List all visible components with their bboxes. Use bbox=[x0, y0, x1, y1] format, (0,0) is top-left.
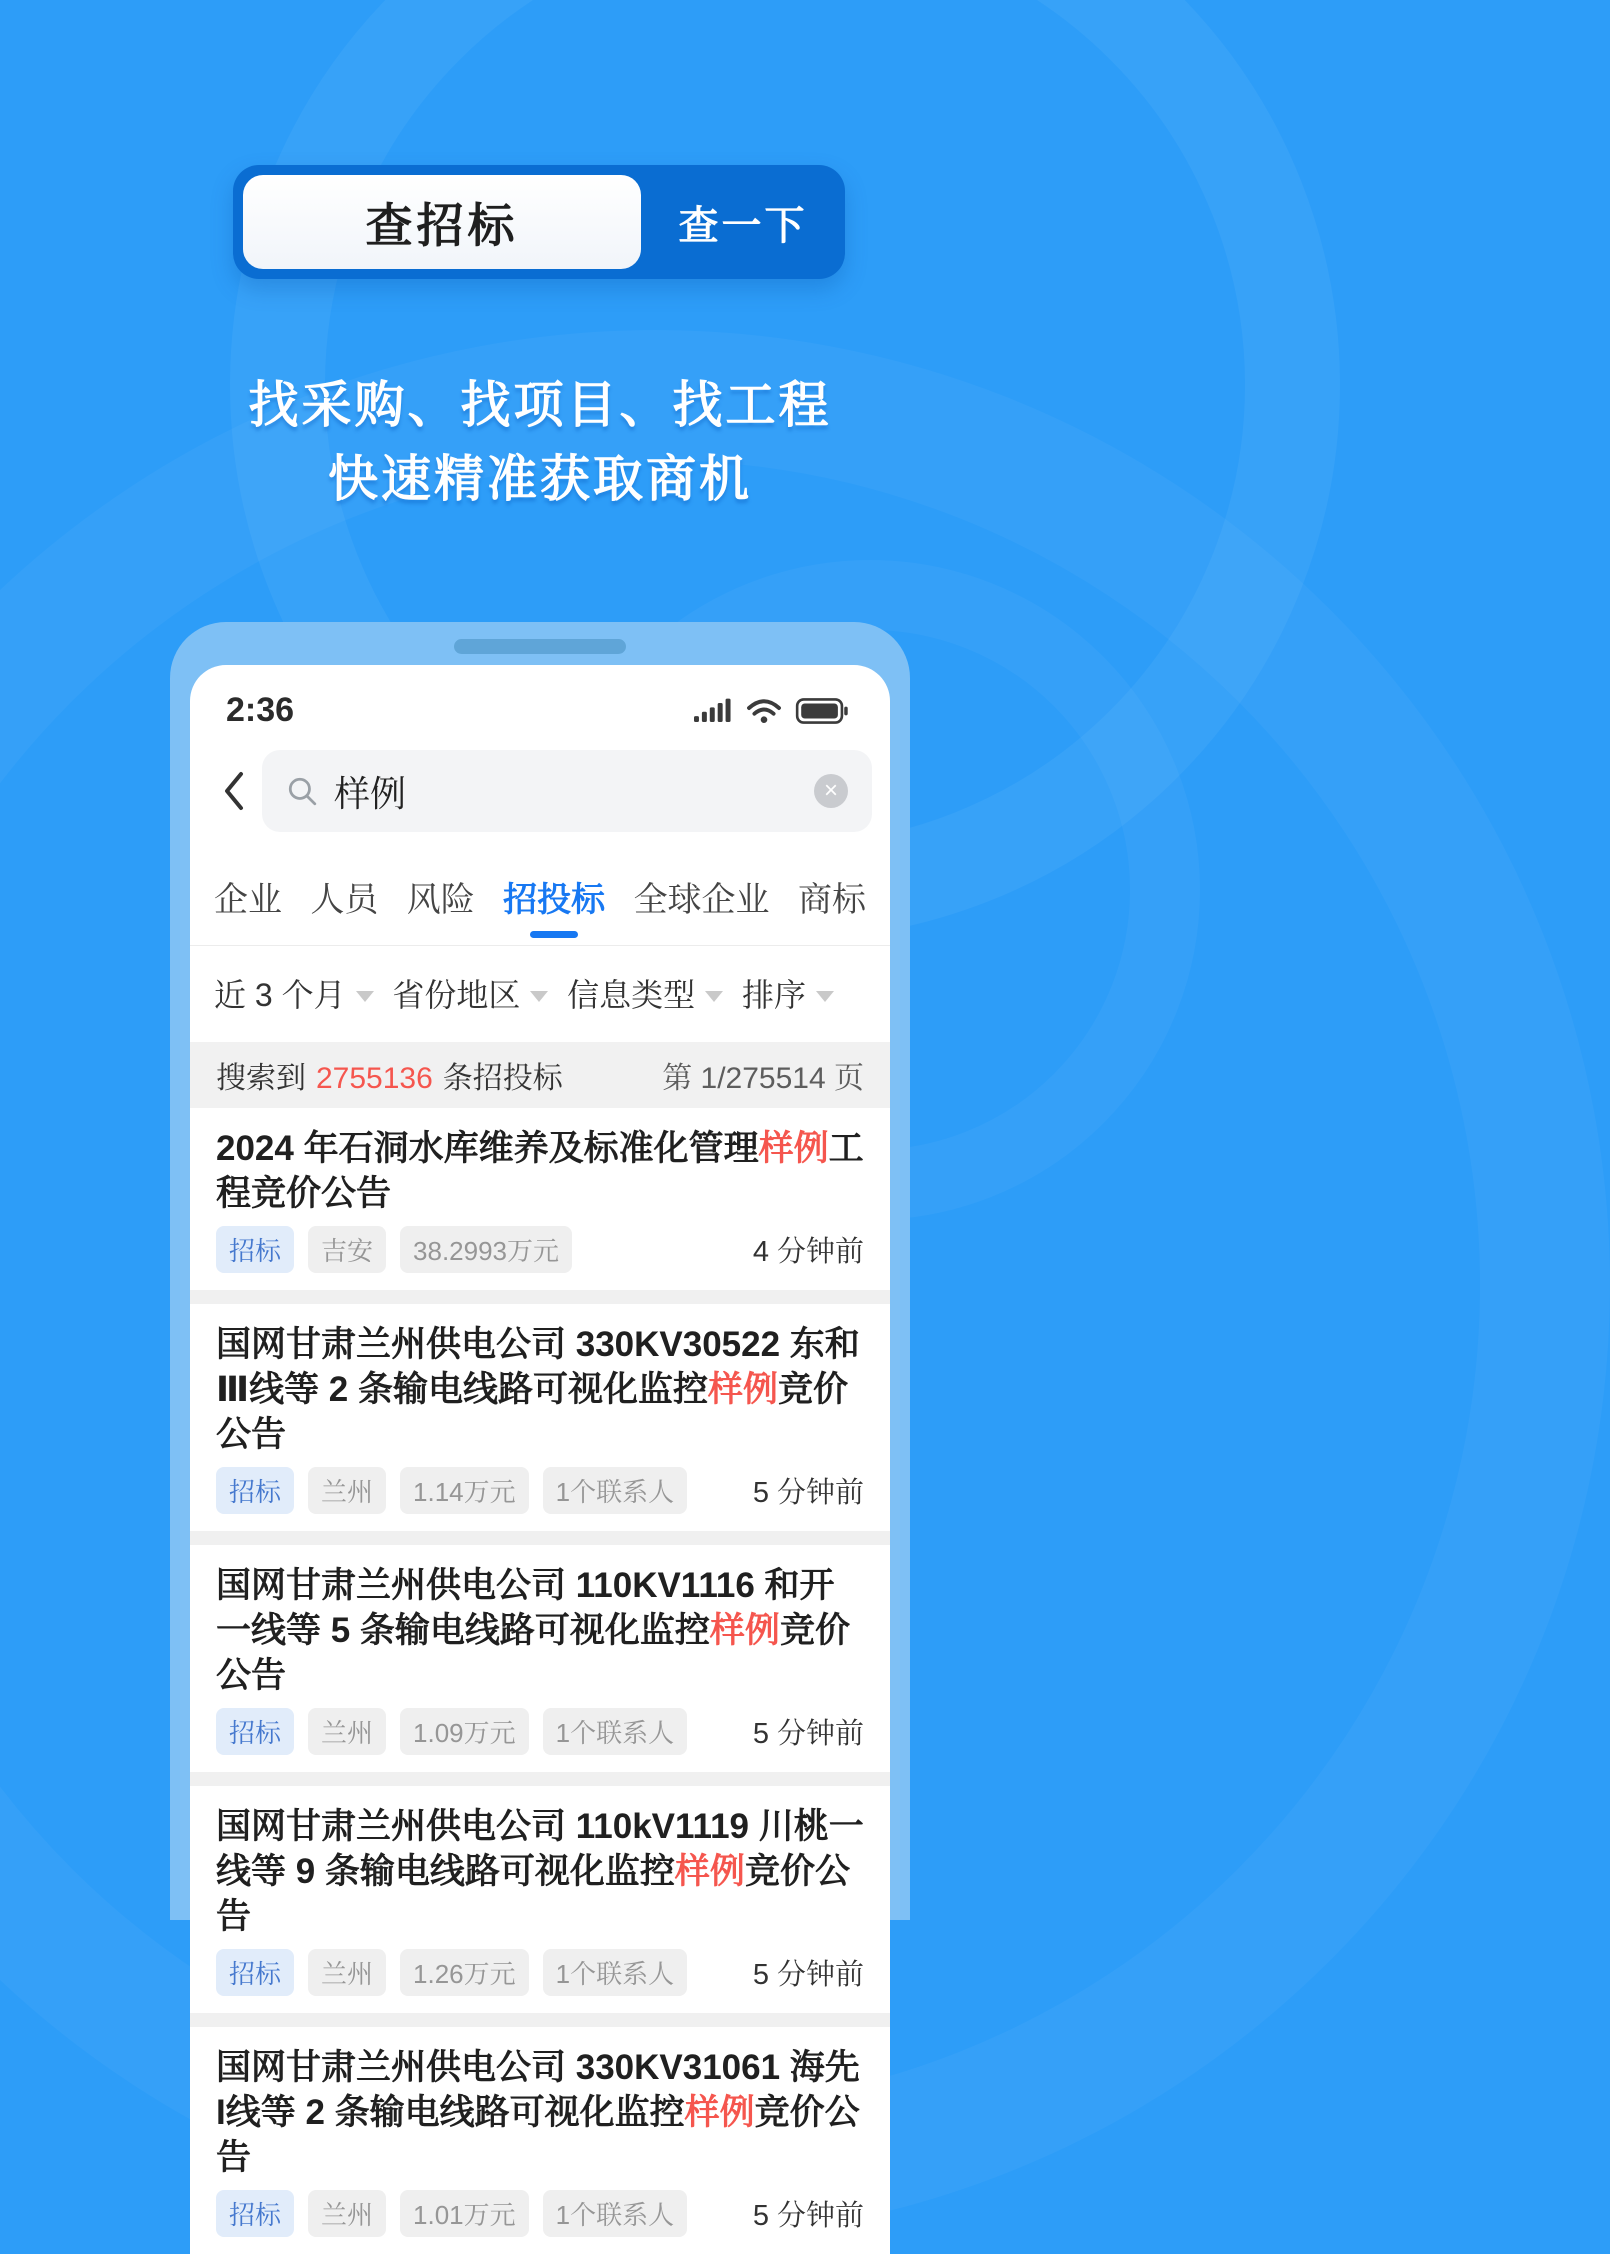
chevron-down-icon bbox=[356, 991, 374, 1002]
tab-bar bbox=[190, 850, 890, 946]
summary-count: 2755136 bbox=[316, 1062, 433, 1095]
meta-tag: 兰州 bbox=[308, 1949, 386, 1996]
meta-tag: 吉安 bbox=[308, 1226, 386, 1273]
tag-row bbox=[216, 1949, 864, 1996]
tab-company[interactable]: 企业 bbox=[214, 881, 282, 919]
tab-global-company[interactable]: 全球企业 bbox=[633, 881, 770, 919]
filter-label: 排序 bbox=[741, 977, 806, 1013]
meta-tag: 兰州 bbox=[308, 1708, 386, 1755]
result-item[interactable] bbox=[190, 1108, 890, 1290]
tag-row bbox=[216, 1708, 864, 1755]
result-item[interactable] bbox=[190, 1304, 890, 1531]
result-time: 5 分钟前 bbox=[752, 1718, 864, 1750]
title-text: 国网甘肃兰州供电公司 110kV1119 川桃一线等 9 条输电线路可视化监控 bbox=[216, 1807, 864, 1891]
phone-mockup bbox=[170, 622, 910, 2232]
meta-tag: 1.14万元 bbox=[400, 1467, 529, 1514]
title-text: 2024 年石洞水库维养及标准化管理 bbox=[216, 1129, 759, 1168]
result-summary-bar bbox=[190, 1042, 890, 1108]
status-bar bbox=[190, 665, 890, 734]
type-tag: 招标 bbox=[216, 1226, 294, 1273]
tab-trademark[interactable]: 商标 bbox=[797, 881, 866, 919]
filter-label: 近 3 个月 bbox=[214, 977, 346, 1013]
list-divider bbox=[190, 1290, 890, 1304]
type-tag: 招标 bbox=[216, 1949, 294, 1996]
meta-tag: 1个联系人 bbox=[543, 1467, 687, 1514]
hero-search-pill[interactable] bbox=[233, 165, 845, 279]
result-title bbox=[216, 2045, 864, 2180]
filter-sort[interactable] bbox=[742, 970, 834, 1016]
summary-suffix: 条招投标 bbox=[442, 1062, 563, 1095]
clear-icon[interactable]: × bbox=[814, 774, 848, 808]
summary-prefix: 搜索到 bbox=[216, 1062, 306, 1095]
result-title bbox=[216, 1804, 864, 1939]
title-text: 国网甘肃兰州供电公司 330KV31061 海先I线等 2 条输电线路可视化监控 bbox=[216, 2048, 860, 2132]
list-divider bbox=[190, 2013, 890, 2027]
meta-tag: 1.26万元 bbox=[400, 1949, 529, 1996]
tag-row bbox=[216, 1467, 864, 1514]
title-text: 竞价公告 bbox=[216, 1852, 850, 1936]
title-text: 工程竞价公告 bbox=[216, 1129, 864, 1213]
type-tag: 招标 bbox=[216, 1708, 294, 1755]
result-item[interactable] bbox=[190, 1786, 890, 2013]
battery-icon bbox=[796, 697, 848, 725]
back-chevron-icon bbox=[221, 769, 247, 813]
meta-tag: 38.2993万元 bbox=[400, 1226, 572, 1273]
filter-label: 省份地区 bbox=[392, 977, 521, 1013]
meta-tag: 1个联系人 bbox=[543, 1708, 687, 1755]
tagline-line2: 快速精准获取商机 bbox=[328, 451, 752, 507]
title-highlight: 样例 bbox=[684, 2093, 755, 2132]
result-item[interactable] bbox=[190, 1545, 890, 1772]
wifi-icon bbox=[746, 697, 782, 725]
phone-screen bbox=[190, 665, 890, 2232]
meta-tag: 1个联系人 bbox=[543, 2190, 687, 2237]
chevron-down-icon bbox=[816, 991, 834, 1002]
tab-people[interactable]: 人员 bbox=[310, 881, 379, 919]
type-tag: 招标 bbox=[216, 2190, 294, 2237]
signal-icon bbox=[694, 697, 732, 725]
title-highlight: 样例 bbox=[674, 1852, 745, 1891]
search-input[interactable] bbox=[332, 769, 814, 813]
filter-label: 信息类型 bbox=[567, 977, 696, 1013]
tab-risk[interactable]: 风险 bbox=[406, 881, 475, 919]
filter-row bbox=[190, 946, 890, 1042]
result-item[interactable] bbox=[190, 2027, 890, 2254]
result-list bbox=[190, 1108, 890, 2254]
meta-tag: 1个联系人 bbox=[543, 1949, 687, 1996]
title-text: 竞价公告 bbox=[216, 1370, 849, 1454]
list-divider bbox=[190, 1772, 890, 1786]
status-time: 2:36 bbox=[226, 691, 295, 729]
filter-province[interactable] bbox=[392, 970, 548, 1016]
result-time: 4 分钟前 bbox=[752, 1236, 864, 1268]
meta-tag: 1.01万元 bbox=[400, 2190, 529, 2237]
search-row bbox=[190, 734, 890, 850]
result-time: 5 分钟前 bbox=[752, 1959, 864, 1991]
result-title bbox=[216, 1126, 864, 1216]
filter-info-type[interactable] bbox=[567, 970, 723, 1016]
meta-tag: 1.09万元 bbox=[400, 1708, 529, 1755]
back-button[interactable] bbox=[206, 769, 262, 813]
search-box[interactable] bbox=[262, 750, 872, 832]
type-tag: 招标 bbox=[216, 1467, 294, 1514]
magnifier-icon bbox=[286, 775, 318, 807]
tag-row bbox=[216, 1226, 864, 1273]
result-title bbox=[216, 1563, 864, 1698]
title-text: 竞价公告 bbox=[216, 1611, 850, 1695]
hero-search-input[interactable]: 查招标 bbox=[243, 175, 641, 269]
phone-handle bbox=[454, 639, 626, 654]
tab-bidding[interactable]: 招投标 bbox=[501, 862, 607, 945]
hero-tagline bbox=[0, 368, 1080, 516]
title-highlight: 样例 bbox=[709, 1611, 780, 1650]
chevron-down-icon bbox=[530, 991, 548, 1002]
title-highlight: 样例 bbox=[758, 1129, 829, 1168]
title-text: 国网甘肃兰州供电公司 110KV1116 和开一线等 5 条输电线路可视化监控 bbox=[216, 1566, 835, 1650]
filter-time-range[interactable] bbox=[214, 970, 374, 1016]
title-text: 竞价公告 bbox=[216, 2093, 860, 2177]
status-icons bbox=[694, 697, 848, 725]
result-time: 5 分钟前 bbox=[752, 2200, 864, 2232]
title-text: 国网甘肃兰州供电公司 330KV30522 东和Ⅲ线等 2 条输电线路可视化监控 bbox=[216, 1325, 860, 1409]
hero-search-button[interactable]: 查一下 bbox=[678, 203, 808, 248]
result-count-text bbox=[216, 1053, 563, 1097]
result-time: 5 分钟前 bbox=[752, 1477, 864, 1509]
meta-tag: 兰州 bbox=[308, 1467, 386, 1514]
tagline-line1: 找采购、找项目、找工程 bbox=[248, 377, 832, 433]
result-title bbox=[216, 1322, 864, 1457]
meta-tag: 兰州 bbox=[308, 2190, 386, 2237]
tag-row bbox=[216, 2190, 864, 2237]
title-highlight: 样例 bbox=[708, 1370, 779, 1409]
chevron-down-icon bbox=[705, 991, 723, 1002]
page-indicator: 第 1/275514 页 bbox=[662, 1062, 864, 1095]
list-divider bbox=[190, 1531, 890, 1545]
